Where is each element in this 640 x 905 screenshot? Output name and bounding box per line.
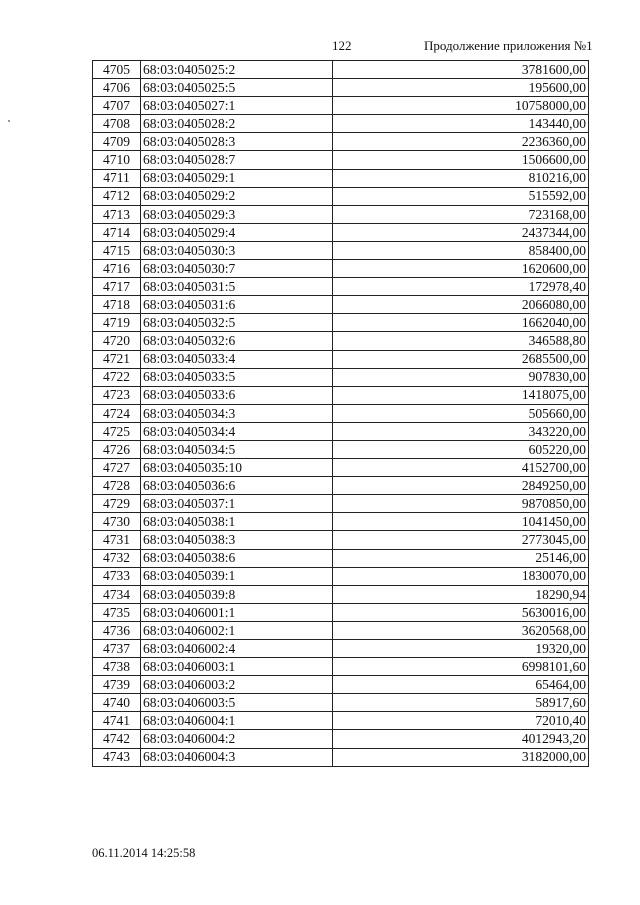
cadastral-number-cell: 68:03:0406004:1 xyxy=(141,712,333,730)
row-number-cell: 4721 xyxy=(93,350,141,368)
row-number-cell: 4711 xyxy=(93,169,141,187)
cadastral-number-cell: 68:03:0405033:4 xyxy=(141,350,333,368)
table-body xyxy=(93,61,589,767)
row-number-cell: 4709 xyxy=(93,133,141,151)
table-row xyxy=(93,241,589,259)
cadastral-value-cell: 195600,00 xyxy=(333,79,589,97)
row-number-cell: 4706 xyxy=(93,79,141,97)
cadastral-number-cell: 68:03:0405030:7 xyxy=(141,260,333,278)
cadastral-number-cell: 68:03:0405037:1 xyxy=(141,495,333,513)
row-number-cell: 4738 xyxy=(93,658,141,676)
table-row xyxy=(93,567,589,585)
table-row xyxy=(93,314,589,332)
table-row xyxy=(93,115,589,133)
row-number-cell: 4729 xyxy=(93,495,141,513)
cadastral-value-cell: 1620600,00 xyxy=(333,260,589,278)
table-row xyxy=(93,332,589,350)
table-row xyxy=(93,694,589,712)
cadastral-value-cell: 346588,80 xyxy=(333,332,589,350)
cadastral-number-cell: 68:03:0405031:6 xyxy=(141,296,333,314)
row-number-cell: 4725 xyxy=(93,422,141,440)
cadastral-value-cell: 4012943,20 xyxy=(333,730,589,748)
cadastral-number-cell: 68:03:0405025:5 xyxy=(141,79,333,97)
table-row xyxy=(93,477,589,495)
cadastral-number-cell: 68:03:0405028:2 xyxy=(141,115,333,133)
row-number-cell: 4731 xyxy=(93,531,141,549)
cadastral-value-cell: 6998101,60 xyxy=(333,658,589,676)
row-number-cell: 4719 xyxy=(93,314,141,332)
table-row xyxy=(93,712,589,730)
row-number-cell: 4726 xyxy=(93,440,141,458)
cadastral-number-cell: 68:03:0406001:1 xyxy=(141,603,333,621)
cadastral-number-cell: 68:03:0405033:6 xyxy=(141,386,333,404)
table-row xyxy=(93,404,589,422)
table-row xyxy=(93,640,589,658)
cadastral-value-cell: 723168,00 xyxy=(333,205,589,223)
row-number-cell: 4714 xyxy=(93,223,141,241)
row-number-cell: 4722 xyxy=(93,368,141,386)
cadastral-number-cell: 68:03:0405034:5 xyxy=(141,440,333,458)
cadastral-value-cell: 2437344,00 xyxy=(333,223,589,241)
row-number-cell: 4712 xyxy=(93,187,141,205)
cadastral-number-cell: 68:03:0405038:3 xyxy=(141,531,333,549)
cadastral-number-cell: 68:03:0405039:1 xyxy=(141,567,333,585)
cadastral-number-cell: 68:03:0405027:1 xyxy=(141,97,333,115)
margin-mark xyxy=(8,120,10,122)
cadastral-value-cell: 58917,60 xyxy=(333,694,589,712)
cadastral-number-cell: 68:03:0406002:4 xyxy=(141,640,333,658)
row-number-cell: 4713 xyxy=(93,205,141,223)
row-number-cell: 4707 xyxy=(93,97,141,115)
cadastral-number-cell: 68:03:0405034:3 xyxy=(141,404,333,422)
table-row xyxy=(93,296,589,314)
cadastral-number-cell: 68:03:0405031:5 xyxy=(141,278,333,296)
cadastral-value-cell: 1662040,00 xyxy=(333,314,589,332)
cadastral-value-cell: 172978,40 xyxy=(333,278,589,296)
row-number-cell: 4724 xyxy=(93,404,141,422)
row-number-cell: 4715 xyxy=(93,241,141,259)
cadastral-number-cell: 68:03:0406004:3 xyxy=(141,748,333,766)
table-row xyxy=(93,531,589,549)
row-number-cell: 4718 xyxy=(93,296,141,314)
table-row xyxy=(93,676,589,694)
cadastral-number-cell: 68:03:0406003:1 xyxy=(141,658,333,676)
cadastral-value-cell: 19320,00 xyxy=(333,640,589,658)
cadastral-value-cell: 2685500,00 xyxy=(333,350,589,368)
cadastral-number-cell: 68:03:0405038:6 xyxy=(141,549,333,567)
cadastral-value-cell: 2849250,00 xyxy=(333,477,589,495)
cadastral-number-cell: 68:03:0405033:5 xyxy=(141,368,333,386)
cadastral-number-cell: 68:03:0405039:8 xyxy=(141,585,333,603)
cadastral-value-cell: 18290,94 xyxy=(333,585,589,603)
row-number-cell: 4710 xyxy=(93,151,141,169)
table-row xyxy=(93,205,589,223)
page-header xyxy=(0,38,640,56)
table-row xyxy=(93,278,589,296)
cadastral-number-cell: 68:03:0405029:2 xyxy=(141,187,333,205)
row-number-cell: 4736 xyxy=(93,621,141,639)
cadastral-number-cell: 68:03:0405029:3 xyxy=(141,205,333,223)
cadastral-value-cell: 3781600,00 xyxy=(333,61,589,79)
cadastral-number-cell: 68:03:0405028:3 xyxy=(141,133,333,151)
cadastral-value-cell: 2236360,00 xyxy=(333,133,589,151)
table-row xyxy=(93,350,589,368)
table-row xyxy=(93,549,589,567)
row-number-cell: 4740 xyxy=(93,694,141,712)
cadastral-number-cell: 68:03:0405028:7 xyxy=(141,151,333,169)
cadastral-number-cell: 68:03:0405035:10 xyxy=(141,459,333,477)
table-row xyxy=(93,603,589,621)
table-row xyxy=(93,621,589,639)
cadastral-value-cell: 343220,00 xyxy=(333,422,589,440)
cadastral-number-cell: 68:03:0405025:2 xyxy=(141,61,333,79)
table-row xyxy=(93,658,589,676)
cadastral-value-cell: 1506600,00 xyxy=(333,151,589,169)
row-number-cell: 4733 xyxy=(93,567,141,585)
cadastral-value-cell: 515592,00 xyxy=(333,187,589,205)
appendix-continuation-label: Продолжение приложения №1 xyxy=(424,38,593,53)
row-number-cell: 4741 xyxy=(93,712,141,730)
cadastral-number-cell: 68:03:0405032:6 xyxy=(141,332,333,350)
row-number-cell: 4742 xyxy=(93,730,141,748)
table-row xyxy=(93,187,589,205)
table-row xyxy=(93,585,589,603)
row-number-cell: 4728 xyxy=(93,477,141,495)
row-number-cell: 4720 xyxy=(93,332,141,350)
cadastral-value-table xyxy=(92,60,589,767)
table-row xyxy=(93,133,589,151)
cadastral-number-cell: 68:03:0405029:4 xyxy=(141,223,333,241)
table-row xyxy=(93,748,589,766)
row-number-cell: 4708 xyxy=(93,115,141,133)
row-number-cell: 4716 xyxy=(93,260,141,278)
cadastral-value-cell: 5630016,00 xyxy=(333,603,589,621)
row-number-cell: 4723 xyxy=(93,386,141,404)
table-row xyxy=(93,730,589,748)
table-row xyxy=(93,61,589,79)
table-row xyxy=(93,422,589,440)
table-row xyxy=(93,223,589,241)
cadastral-value-cell: 143440,00 xyxy=(333,115,589,133)
table-row xyxy=(93,495,589,513)
table-row xyxy=(93,260,589,278)
cadastral-value-cell: 3182000,00 xyxy=(333,748,589,766)
cadastral-value-cell: 2773045,00 xyxy=(333,531,589,549)
cadastral-value-cell: 1830070,00 xyxy=(333,567,589,585)
cadastral-value-cell: 4152700,00 xyxy=(333,459,589,477)
cadastral-value-cell: 3620568,00 xyxy=(333,621,589,639)
table-row xyxy=(93,459,589,477)
cadastral-value-cell: 72010,40 xyxy=(333,712,589,730)
cadastral-value-cell: 605220,00 xyxy=(333,440,589,458)
row-number-cell: 4734 xyxy=(93,585,141,603)
row-number-cell: 4717 xyxy=(93,278,141,296)
cadastral-value-cell: 10758000,00 xyxy=(333,97,589,115)
cadastral-number-cell: 68:03:0405034:4 xyxy=(141,422,333,440)
cadastral-number-cell: 68:03:0405030:3 xyxy=(141,241,333,259)
cadastral-number-cell: 68:03:0406004:2 xyxy=(141,730,333,748)
cadastral-value-cell: 65464,00 xyxy=(333,676,589,694)
cadastral-number-cell: 68:03:0405032:5 xyxy=(141,314,333,332)
cadastral-number-cell: 68:03:0405038:1 xyxy=(141,513,333,531)
cadastral-value-cell: 9870850,00 xyxy=(333,495,589,513)
cadastral-value-cell: 2066080,00 xyxy=(333,296,589,314)
row-number-cell: 4739 xyxy=(93,676,141,694)
cadastral-value-cell: 505660,00 xyxy=(333,404,589,422)
table-row xyxy=(93,169,589,187)
table-row xyxy=(93,386,589,404)
cadastral-number-cell: 68:03:0406003:5 xyxy=(141,694,333,712)
row-number-cell: 4705 xyxy=(93,61,141,79)
cadastral-value-cell: 1418075,00 xyxy=(333,386,589,404)
table-row xyxy=(93,97,589,115)
footer-timestamp: 06.11.2014 14:25:58 xyxy=(92,846,196,860)
table-row xyxy=(93,79,589,97)
row-number-cell: 4730 xyxy=(93,513,141,531)
row-number-cell: 4727 xyxy=(93,459,141,477)
cadastral-value-cell: 1041450,00 xyxy=(333,513,589,531)
row-number-cell: 4732 xyxy=(93,549,141,567)
row-number-cell: 4735 xyxy=(93,603,141,621)
table-row xyxy=(93,368,589,386)
cadastral-value-cell: 858400,00 xyxy=(333,241,589,259)
cadastral-value-cell: 810216,00 xyxy=(333,169,589,187)
row-number-cell: 4743 xyxy=(93,748,141,766)
cadastral-number-cell: 68:03:0406003:2 xyxy=(141,676,333,694)
page-number: 122 xyxy=(332,38,352,53)
table-row xyxy=(93,151,589,169)
cadastral-number-cell: 68:03:0405036:6 xyxy=(141,477,333,495)
row-number-cell: 4737 xyxy=(93,640,141,658)
cadastral-value-cell: 25146,00 xyxy=(333,549,589,567)
table-row xyxy=(93,513,589,531)
cadastral-value-cell: 907830,00 xyxy=(333,368,589,386)
cadastral-number-cell: 68:03:0406002:1 xyxy=(141,621,333,639)
cadastral-number-cell: 68:03:0405029:1 xyxy=(141,169,333,187)
table-row xyxy=(93,440,589,458)
